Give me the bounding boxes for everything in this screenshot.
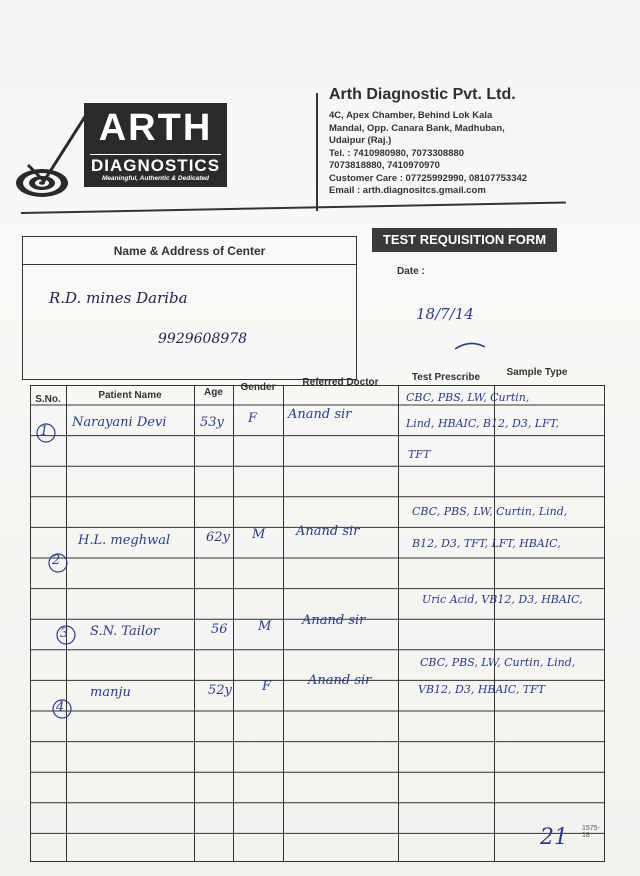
- header-divider: [316, 93, 318, 211]
- row-2-test-line: B12, D3, TFT, LFT, HBAIC,: [412, 537, 561, 550]
- header-age: Age: [204, 387, 223, 398]
- row-1-age: 53y: [200, 415, 224, 430]
- address-line: 4C, Apex Chamber, Behind Lok Kala: [329, 110, 493, 121]
- telephone-line: 7073818880, 7410970970: [329, 160, 440, 171]
- row-4-gender: F: [262, 679, 272, 694]
- center-name: R.D. mines Dariba: [49, 289, 188, 307]
- row-2-age: 62y: [206, 530, 230, 545]
- row-4-sno: 4: [56, 700, 65, 715]
- row-1-test-line: TFT: [408, 448, 431, 461]
- row-2-doctor: Anand sir: [296, 524, 360, 539]
- row-3-sno: 3: [60, 626, 69, 641]
- company-info: [329, 86, 629, 198]
- header-gender: Gender: [240, 382, 276, 393]
- row-2-patient-name: H.L. meghwal: [78, 533, 171, 548]
- row-2-test-line: CBC, PBS, LW, Curtin, Lind,: [412, 505, 568, 518]
- row-1-sno: 1: [40, 424, 49, 439]
- row-3-doctor: Anand sir: [302, 613, 366, 628]
- customer-care-line: Customer Care : 07725992990, 08107753342: [329, 172, 528, 184]
- target-logo-icon: [14, 113, 94, 203]
- row-4-test-line: CBC, PBS, LW, Curtin, Lind,: [420, 656, 576, 669]
- row-4-patient-name: manju: [90, 685, 131, 700]
- patient-table: [30, 367, 605, 862]
- header-referred-doctor: Referred Doctor: [302, 377, 379, 388]
- date-value: 18/7/14: [416, 305, 474, 323]
- header-test-prescribe: Test Prescribe: [411, 372, 481, 383]
- header-sno: S.No.: [35, 394, 61, 405]
- logo-word-diagnostics: DIAGNOSTICS: [90, 156, 221, 175]
- row-2-gender: M: [252, 527, 266, 542]
- date-label: Date :: [397, 266, 425, 277]
- row-1-patient-name: Narayani Devi: [72, 415, 167, 430]
- header-rule: [21, 202, 566, 214]
- row-4-test-line: VB12, D3, HBAIC, TFT: [418, 683, 546, 696]
- email-line: Email : arth.diagnositcs.gmail.com: [329, 185, 486, 196]
- center-box-title: Name & Address of Center: [113, 244, 266, 258]
- row-4-age: 52y: [208, 683, 232, 698]
- date-underline-flourish: [454, 341, 486, 351]
- company-name: Arth Diagnostic Pvt. Ltd.: [329, 86, 516, 103]
- brand-logo: [84, 103, 227, 187]
- row-3-age: 56: [211, 622, 228, 637]
- header-patient-name: Patient Name: [98, 390, 162, 401]
- row-4-doctor: Anand sir: [308, 673, 372, 688]
- logo-tagline: Meaningful, Authentic & Dedicated: [101, 175, 209, 182]
- address-line: Udaipur (Raj.): [329, 135, 392, 146]
- row-1-gender: F: [248, 411, 258, 426]
- row-1-test-line: CBC, PBS, LW, Curtin,: [406, 391, 530, 404]
- row-1-doctor: Anand sir: [288, 407, 352, 422]
- telephone-line: Tel. : 7410980980, 7073308880: [329, 147, 465, 159]
- row-3-gender: M: [258, 619, 272, 634]
- address-line: Mandal, Opp. Canara Bank, Madhuban,: [329, 122, 505, 134]
- header-sample-type: Sample Type: [506, 367, 568, 378]
- row-3-test-line: Uric Acid, VB12, D3, HBAIC,: [422, 593, 583, 606]
- logo-word-arth: ARTH: [98, 107, 213, 149]
- center-phone: 9929608978: [158, 331, 248, 347]
- signature: 21: [540, 825, 568, 850]
- center-box-divider: [23, 264, 356, 265]
- document-code: 1575-18: [582, 825, 600, 839]
- row-2-sno: 2: [52, 553, 61, 568]
- row-1-test-line: Lind, HBAIC, B12, D3, LFT,: [406, 417, 559, 430]
- form-title: TEST REQUISITION FORM: [372, 228, 557, 252]
- row-3-patient-name: S.N. Tailor: [90, 624, 160, 639]
- center-address-box: [22, 236, 357, 380]
